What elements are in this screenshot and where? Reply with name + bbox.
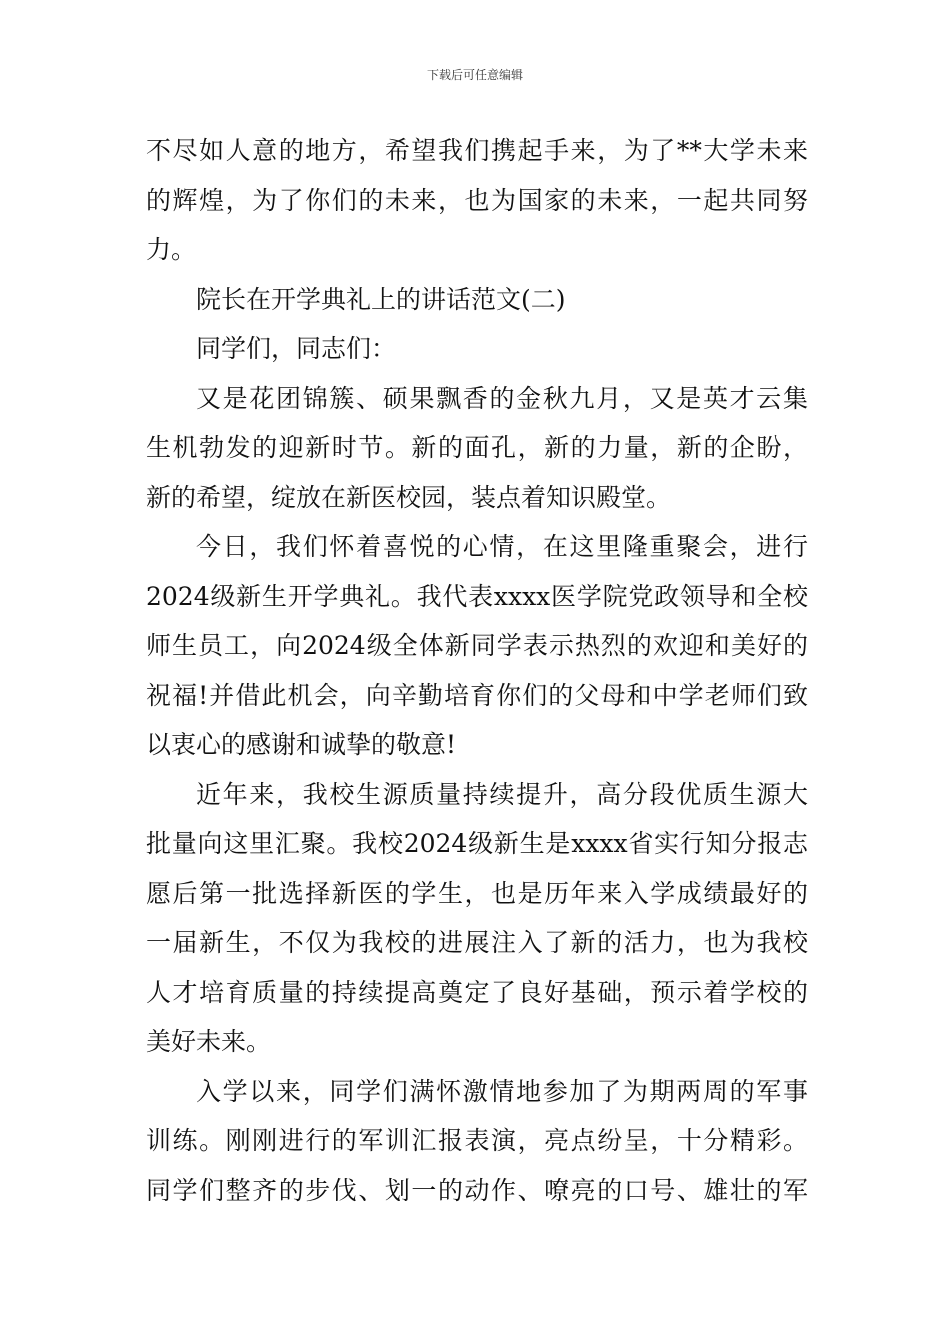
text-line: 祝福!并借此机会，向辛勤培育你们的父母和中学老师们致 xyxy=(146,680,808,710)
text-line: 同学们整齐的步伐、划一的动作、嘹亮的口号、雄壮的军 xyxy=(146,1175,808,1205)
text-line: 批量向这里汇聚。我校2024级新生是xxxx省实行知分报志 xyxy=(146,829,808,858)
text-line: 训练。刚刚进行的军训汇报表演，亮点纷呈，十分精彩。 xyxy=(146,1126,808,1155)
text-line: 2024级新生开学典礼。我代表xxxx医学院党政领导和全校 xyxy=(146,581,808,611)
section-title: 院长在开学典礼上的讲话范文(二) xyxy=(196,284,566,314)
text-line: 以衷心的感谢和诚挚的敬意! xyxy=(146,730,457,759)
text-line: 一届新生，不仅为我校的进展注入了新的活力，也为我校 xyxy=(146,928,808,957)
text-line: 愿后第一批选择新医的学生，也是历年来入学成绩最好的 xyxy=(146,878,808,908)
text-line: 新的希望，绽放在新医校园，装点着知识殿堂。 xyxy=(146,482,672,512)
text-line: 生机勃发的迎新时节。新的面孔，新的力量，新的企盼， xyxy=(146,433,808,462)
text-line: 师生员工，向2024级全体新同学表示热烈的欢迎和美好的 xyxy=(146,631,808,660)
salutation: 同学们，同志们： xyxy=(196,334,397,363)
text-line: 美好未来。 xyxy=(146,1027,272,1056)
text-line: 力。 xyxy=(146,235,197,264)
text-line: 的辉煌，为了你们的未来，也为国家的未来，一起共同努 xyxy=(146,185,808,215)
document-body xyxy=(146,126,808,1215)
text-line: 人才培育质量的持续提高奠定了良好基础，预示着学校的 xyxy=(146,977,808,1007)
text-line: 不尽如人意的地方，希望我们携起手来，为了**大学未来 xyxy=(146,136,808,165)
text-line: 又是花团锦簇、硕果飘香的金秋九月，又是英才云集 xyxy=(196,383,808,413)
text-line: 今日，我们怀着喜悦的心情，在这里隆重聚会，进行 xyxy=(196,532,808,561)
text-line: 入学以来，同学们满怀激情地参加了为期两周的军事 xyxy=(196,1076,808,1106)
page-header: 下载后可任意编辑 xyxy=(426,68,523,82)
text-line: 近年来，我校生源质量持续提升，高分段优质生源大 xyxy=(196,779,808,809)
